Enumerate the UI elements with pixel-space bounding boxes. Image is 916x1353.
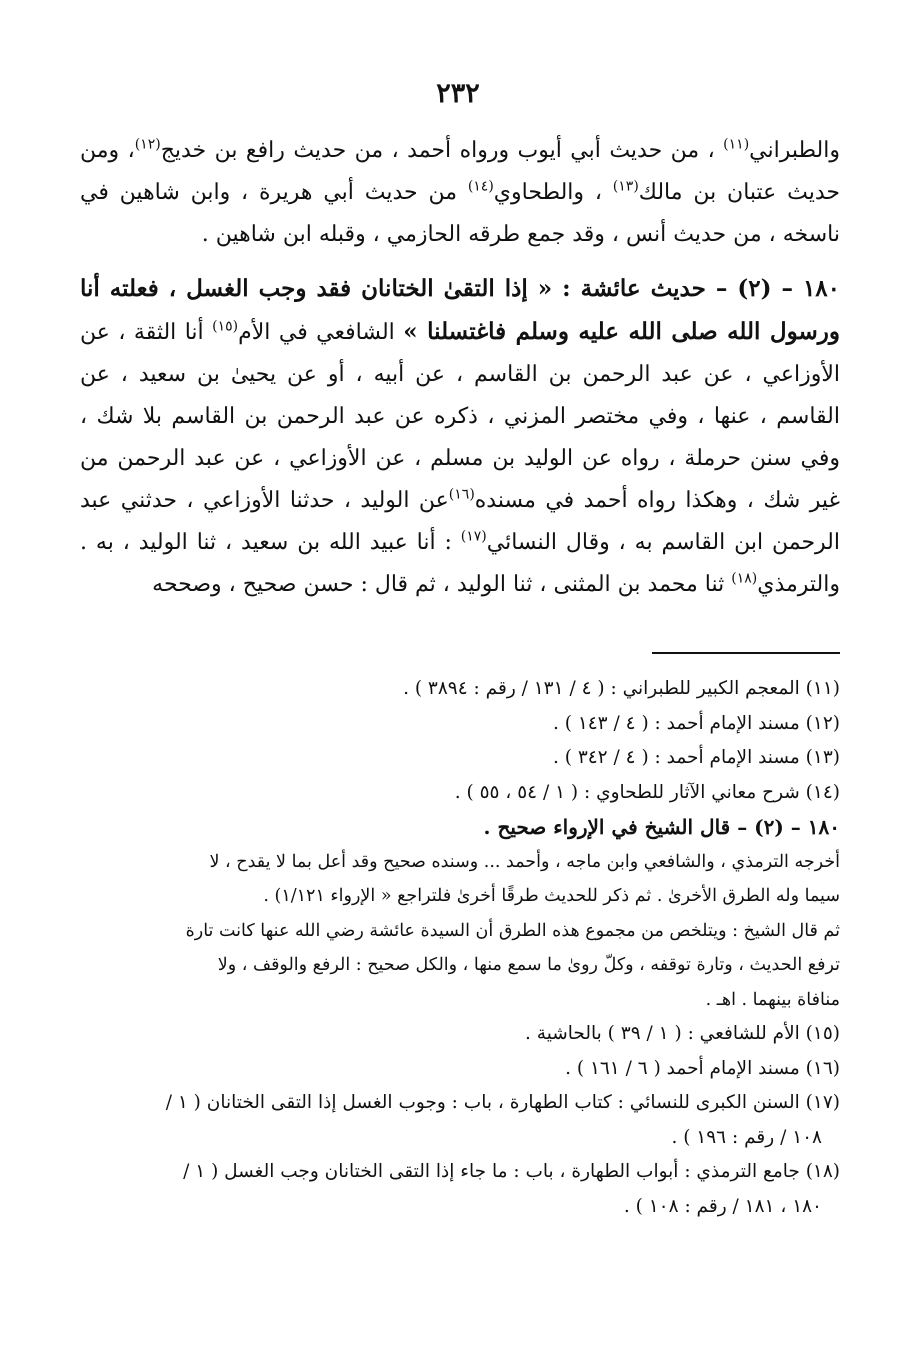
takhrij-heading: ١٨٠ – (٢) – قال الشيخ في الإرواء صحيح . [483, 815, 840, 839]
paragraph-2-text: عن الوليد ، حدثنا الأوزاعي ، حدثني عبد الرحمن ابن القاسم به ، وقال النسائي [80, 488, 840, 555]
paragraph-2-text: أنا الثقة ، عن الأوزاعي ، عن عبد الرحمن بن القاسم ، عن أبيه ، أو عن يحيىٰ بن سعيد ، عن القاسم ، عنها ، وفي مختصر المزني ، ذكره عن عبد الرحمن بن القاسم بلا شك ، وفي سنن حرملة ، رواه عن الوليد بن مسلم ، عن الأوزاعي ، عن عبد الرحمن من غير شك ، وهكذا رواه أحمد في مسنده [80, 320, 840, 513]
footnote-11: (١١) المعجم الكبير للطبراني : ( ٤ / ١٣١ / رقم : ٣٨٩٤ ) . [403, 678, 840, 699]
takhrij-line: ترفع الحديث ، وتارة توقفه ، وكلّ روىٰ ما سمع منها ، والكل صحيح : الرفع والوقف ، ولا [217, 955, 840, 975]
footnote-ref-13: (١٣) [612, 178, 639, 195]
footnote-ref-15: (١٥) [212, 318, 239, 335]
paragraph-2 [80, 268, 840, 606]
takhrij-line: أخرجه الترمذي ، والشافعي وابن ماجه ، وأحمد ... وسنده صحيح وقد أعل بما لا يقدح ، لا [209, 851, 840, 872]
paragraph-2-text: الشافعي في الأم [238, 320, 395, 345]
footnote-13: (١٣) مسند الإمام أحمد : ( ٤ / ٣٤٢ ) . [552, 747, 840, 768]
footnote-18: (١٨) جامع الترمذي : أبواب الطهارة ، باب : ما جاء إذا التقى الختانان وجب الغسل ( ١ / [183, 1161, 840, 1182]
paragraph-1-text: من حديث أبي هريرة ، وابن شاهين في ناسخه ، من حديث أنس ، وقد جمع طرقه الحازمي ، وقبله ابن شاهين . [80, 180, 840, 247]
footnote-ref-16: (١٦) [448, 486, 475, 503]
takhrij-line: سيما وله الطرق الأخرىٰ . ثم ذكر للحديث طرقًا أخرىٰ فلتراجع « الإرواء ١/١٢١) . [263, 886, 840, 906]
takhrij-line: ثم قال الشيخ : ويتلخص من مجموع هذه الطرق أن السيدة عائشة رضي الله عنها كانت تارة [185, 920, 840, 941]
footnote-17: (١٧) السنن الكبرى للنسائي : كتاب الطهارة ، باب : وجوب الغسل إذا التقى الختانان ( ١ / [165, 1092, 840, 1113]
takhrij-line: منافاة بينهما . اهـ . [705, 989, 840, 1010]
footnote-ref-18: (١٨) [731, 570, 758, 587]
footnote-14: (١٤) شرح معاني الآثار للطحاوي : ( ١ / ٥٤ ، ٥٥ ) . [454, 781, 840, 803]
footnote-ref-14: (١٤) [467, 178, 494, 195]
footnote-separator [652, 652, 840, 654]
footnote-16: (١٦) مسند الإمام أحمد ( ٦ / ١٦١ ) . [565, 1057, 840, 1079]
paragraph-1-text: ، ومن حديث عتبان بن مالك [80, 138, 840, 205]
footnote-12: (١٢) مسند الإمام أحمد : ( ٤ / ١٤٣ ) . [552, 712, 840, 734]
paragraph-2-text: ثنا محمد بن المثنى ، ثنا الوليد ، ثم قال : حسن صحيح ، وصححه [152, 572, 725, 597]
hadith-heading: ١٨٠ – (٢) – حديث عائشة : « إذا التقىٰ الختانان فقد وجب الغسل ، فعلته أنا ورسول الله صلى الله عليه وسلم فاغتسلنا » [80, 275, 840, 345]
footnote-17-continued: ١٠٨ / رقم : ١٩٦ ) . [671, 1126, 822, 1148]
footnote-ref-12: (١٢) [134, 136, 161, 153]
page-number: ٢٣٢ [436, 78, 480, 109]
footnotes [78, 672, 840, 1224]
footnote-18-continued: ١٨٠ ، ١٨١ / رقم : ١٠٨ ) . [623, 1195, 822, 1217]
footnote-ref-11: (١١) [723, 136, 750, 153]
paragraph-2-text: : أنا عبيد الله بن سعيد ، ثنا الوليد ، به . والترمذي [80, 530, 840, 597]
paragraph-1-text: والطبراني [749, 138, 840, 163]
main-text [80, 130, 840, 606]
footnote-ref-17: (١٧) [460, 528, 487, 545]
footnote-15: (١٥) الأم للشافعي : ( ١ / ٣٩ ) بالحاشية . [525, 1023, 840, 1044]
paragraph-1 [80, 130, 840, 256]
paragraph-1-text: ، من حديث أبي أيوب ورواه أحمد ، من حديث رافع بن خديج [160, 138, 715, 163]
paragraph-1-text: ، والطحاوي [493, 180, 602, 205]
